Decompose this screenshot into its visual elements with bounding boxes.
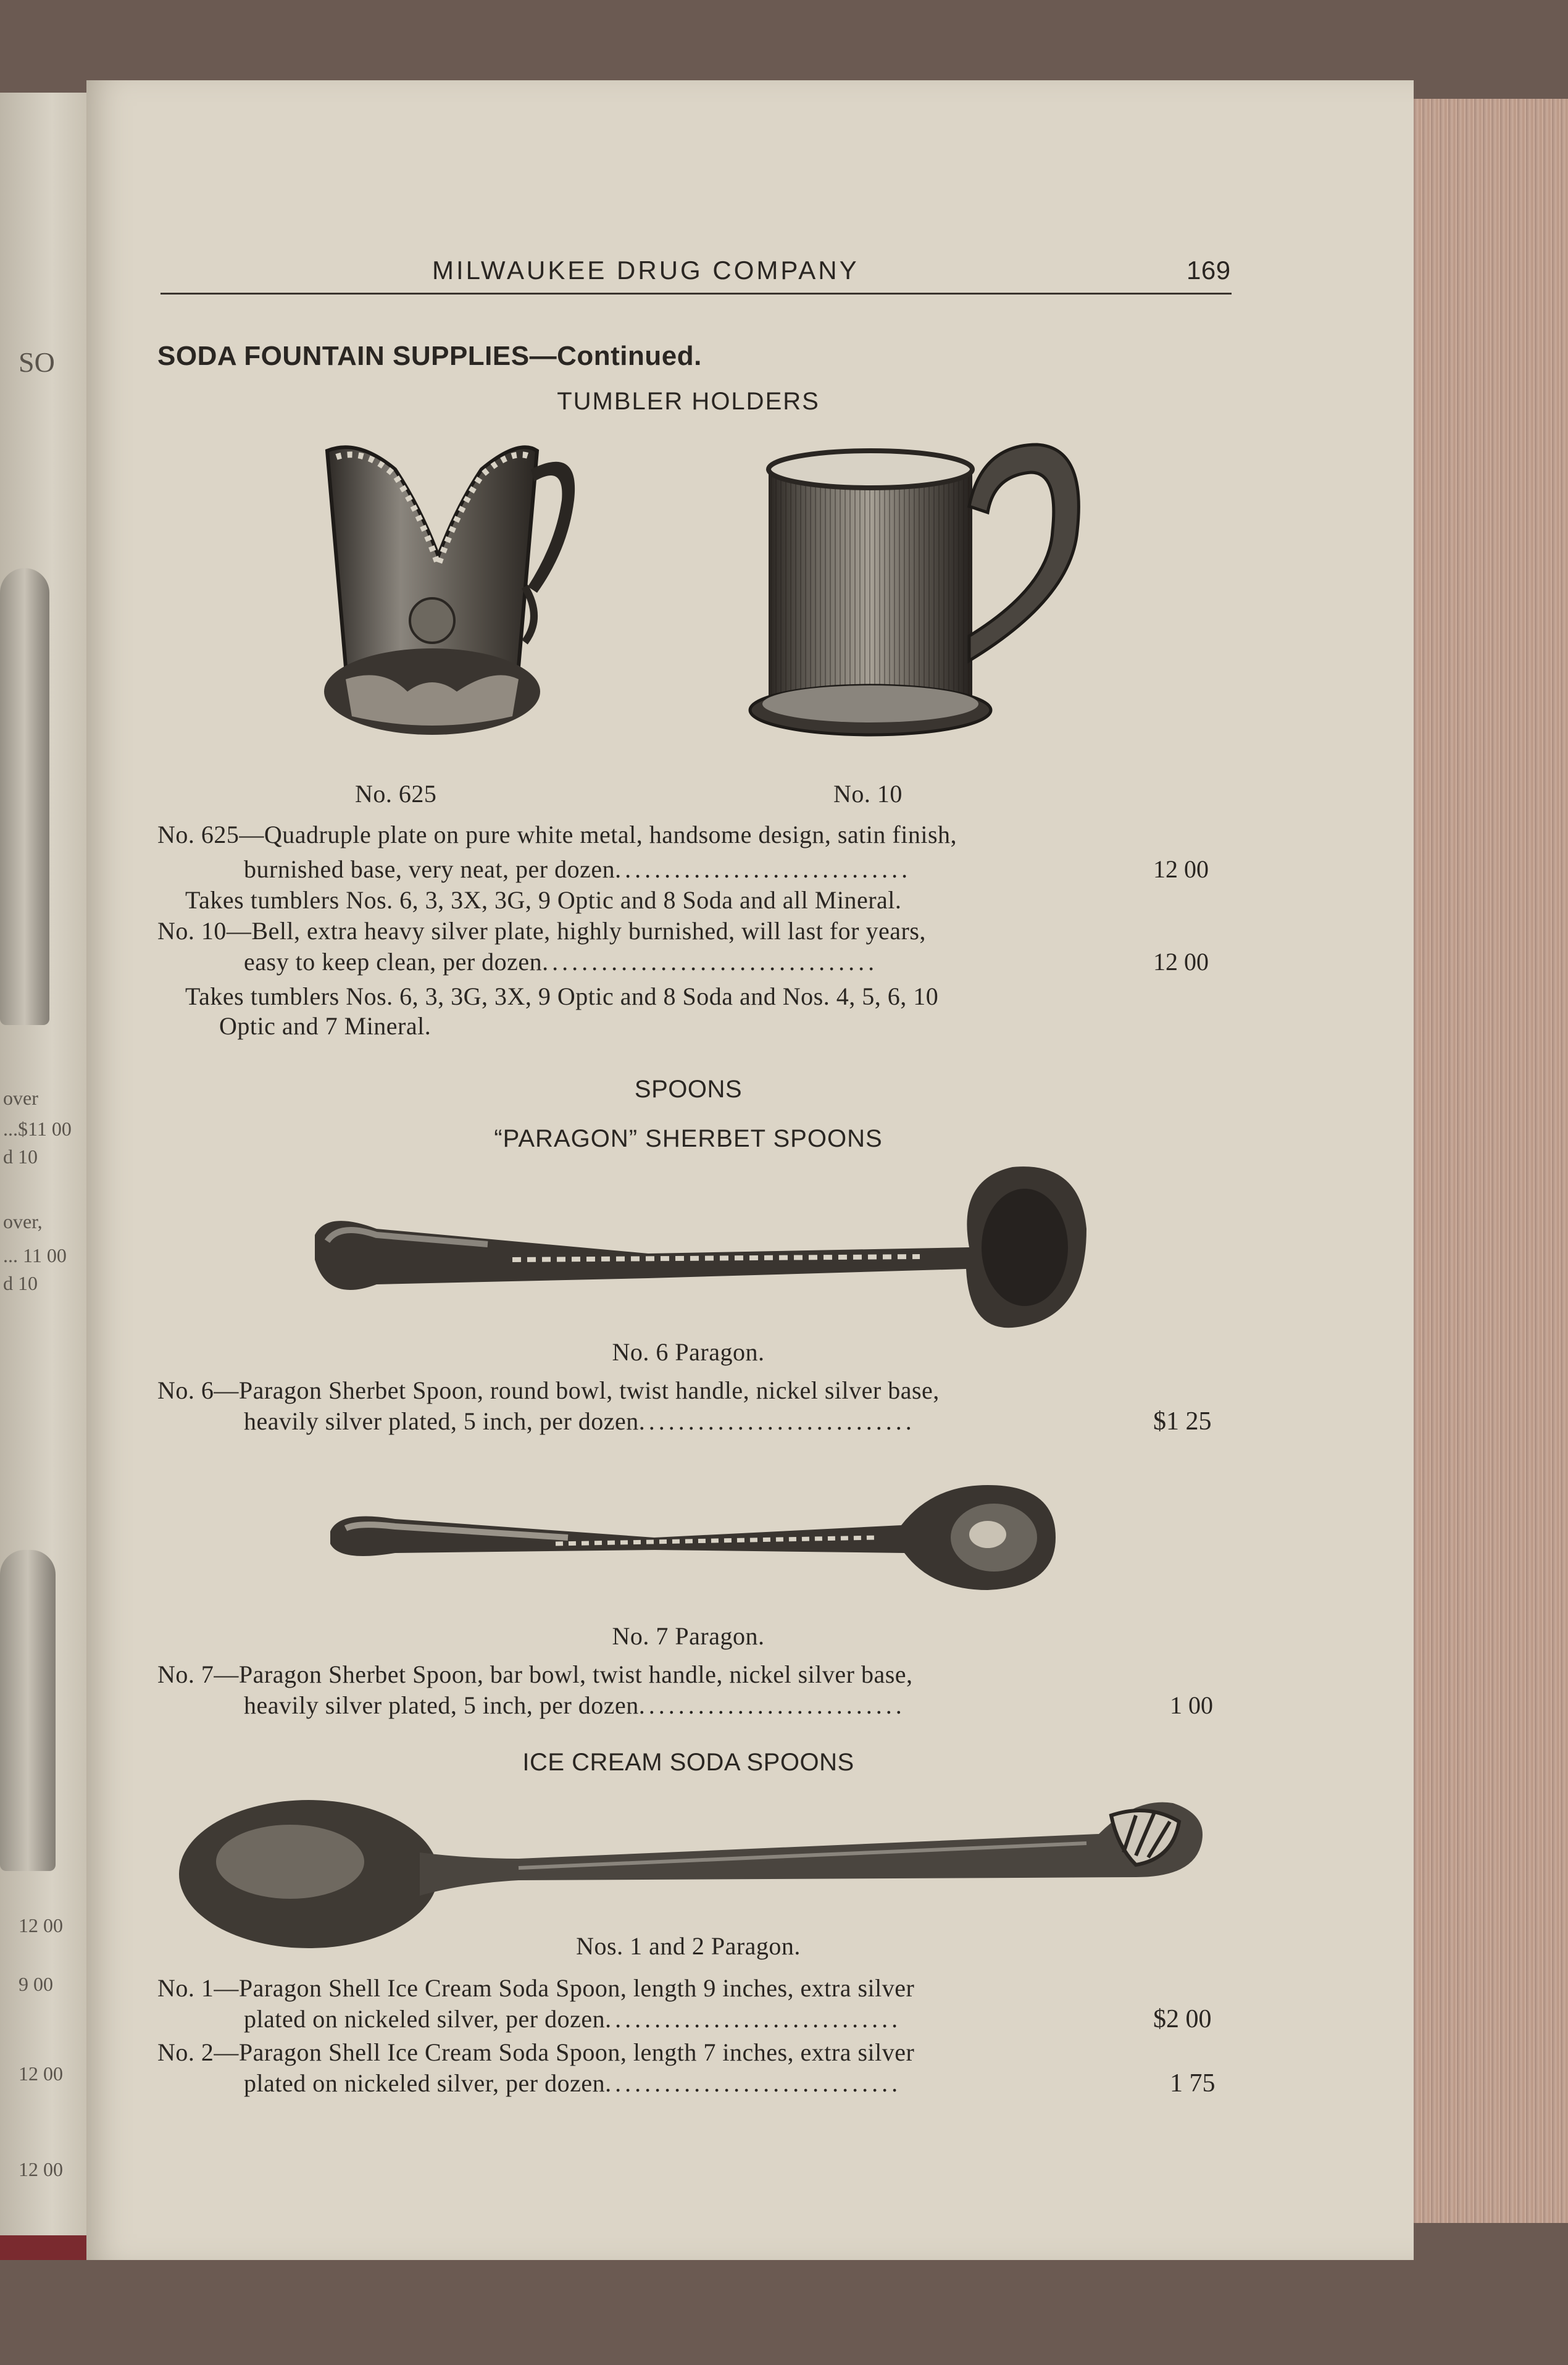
caption-625: No. 625 — [355, 780, 437, 808]
left-page-illustration — [0, 1550, 56, 1871]
page-header-title: MILWAUKEE DRUG COMPANY — [432, 256, 859, 285]
item-no2-line2: plated on nickeled silver, per dozen.............................. — [244, 2069, 902, 2097]
item-no6-line1: No. 6—Paragon Sherbet Spoon, round bowl, twist handle, nickel silver base, — [157, 1376, 940, 1404]
left-fragment: d 10 — [3, 1272, 38, 1294]
left-fragment: 12 00 — [19, 2158, 63, 2180]
item-625-line1: No. 625—Quadruple plate on pure white metal, handsome design, satin finish, — [157, 821, 957, 848]
spoon-no7-illustration — [321, 1476, 1062, 1599]
price-625: 12 00 — [1153, 855, 1209, 883]
left-fragment: d 10 — [3, 1145, 38, 1168]
item-no1-line2: plated on nickeled silver, per dozen.............................. — [244, 2005, 902, 2033]
spoons-heading: SPOONS — [634, 1076, 743, 1103]
caption-no6: No. 6 Paragon. — [612, 1338, 765, 1366]
tumbler-holders-heading: TUMBLER HOLDERS — [557, 388, 820, 415]
left-fragment: 9 00 — [19, 1973, 53, 1995]
spoon-no6-illustration — [302, 1161, 1105, 1340]
item-no7-line2: heavily silver plated, 5 inch, per dozen........................... — [244, 1691, 906, 1719]
item-no6-line2: heavily silver plated, 5 inch, per dozen............................ — [244, 1407, 915, 1435]
caption-no7: No. 7 Paragon. — [612, 1622, 765, 1650]
item-625-line2: burnished base, very neat, per dozen.............................. — [244, 855, 912, 883]
price-no1: $2 00 — [1153, 2005, 1212, 2033]
price-no6: $1 25 — [1153, 1407, 1212, 1436]
item-10-note2: Optic and 7 Mineral. — [219, 1012, 432, 1040]
left-fragment: 12 00 — [19, 2062, 63, 2085]
price-no7: 1 00 — [1170, 1691, 1213, 1719]
price-no2: 1 75 — [1170, 2069, 1216, 2098]
caption-10: No. 10 — [833, 780, 903, 808]
left-fragment: over — [3, 1087, 38, 1109]
left-fragment: ...$11 00 — [3, 1118, 72, 1140]
left-fragment: 12 00 — [19, 1914, 63, 1936]
caption-nos1-2: Nos. 1 and 2 Paragon. — [576, 1932, 801, 1960]
left-page — [0, 93, 86, 2254]
page-edges — [1414, 99, 1568, 2223]
item-no2-line1: No. 2—Paragon Shell Ice Cream Soda Spoon, length 7 inches, extra silver — [157, 2038, 915, 2066]
item-no7-line1: No. 7—Paragon Sherbet Spoon, bar bowl, twist handle, nickel silver base, — [157, 1660, 913, 1688]
left-page-illustration — [0, 568, 49, 1025]
item-625-note: Takes tumblers Nos. 6, 3, 3X, 3G, 9 Optic and 8 Soda and all Mineral. — [185, 886, 902, 914]
paragon-sherbet-heading: “PARAGON” SHERBET SPOONS — [494, 1125, 883, 1152]
ice-cream-soda-spoons-heading: ICE CREAM SODA SPOONS — [522, 1749, 854, 1776]
price-10: 12 00 — [1153, 948, 1209, 976]
tumbler-holder-625-illustration — [309, 432, 661, 747]
left-fragment: ... 11 00 — [3, 1244, 67, 1266]
item-10-line1: No. 10—Bell, extra heavy silver plate, highly burnished, will last for years, — [157, 917, 926, 945]
item-10-line2: easy to keep clean, per dozen.................................. — [244, 948, 878, 976]
item-no1-line1: No. 1—Paragon Shell Ice Cream Soda Spoon, length 9 inches, extra silver — [157, 1974, 915, 2002]
section-heading: SODA FOUNTAIN SUPPLIES—Continued. — [157, 341, 702, 371]
tumbler-holder-10-illustration — [741, 432, 1093, 747]
left-fragment: over, — [3, 1210, 43, 1233]
page-number: 169 — [1186, 256, 1231, 285]
left-fragment: SO — [19, 346, 55, 378]
item-10-note1: Takes tumblers Nos. 6, 3, 3G, 3X, 9 Optic and 8 Soda and Nos. 4, 5, 6, 10 — [185, 982, 939, 1010]
header-rule — [161, 293, 1232, 295]
